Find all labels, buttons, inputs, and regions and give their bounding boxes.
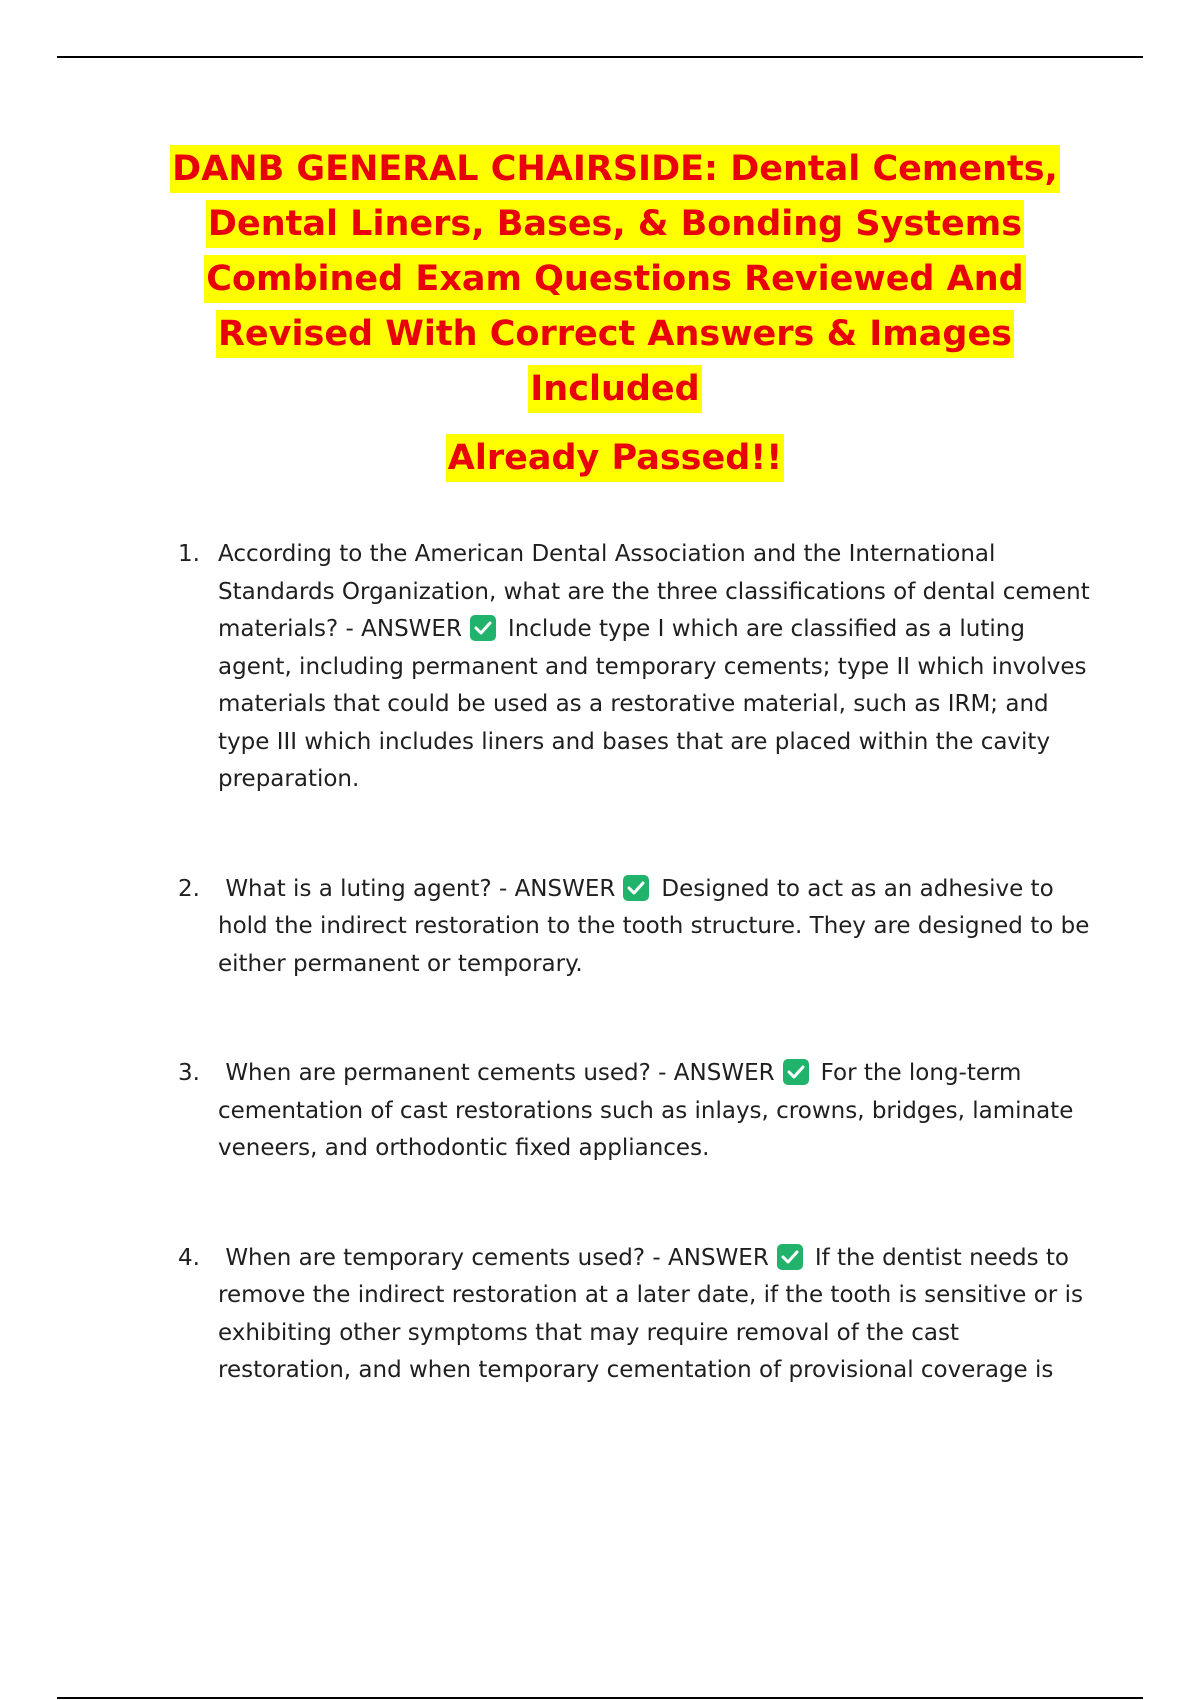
answer-label: ANSWER [361,616,462,642]
question-number: 2. [178,875,200,902]
check-mark-icon [783,1059,809,1085]
question-text: What is a luting agent? - [218,875,508,902]
question-text: When are permanent cements used? - [218,1060,667,1086]
question-number: 4. [178,1244,200,1271]
list-item [178,536,1098,799]
footer-rule [57,1697,1143,1699]
answer-label: ANSWER [668,1244,769,1271]
answer-text: If the dentist needs to remove the indirect restoration at a later date, if the tooth is sensitive or is exhibiting other symptoms that may require removal of the cast restoration, and when temporary cementation of provisional coverage is [218,1244,1091,1383]
title-line-5: Included [528,365,701,413]
title-line-2: Dental Liners, Bases, & Bonding Systems [206,200,1024,248]
check-mark-icon [470,615,496,641]
question-text: According to the American Dental Association and the International Standards Organization, what are the three classifications of dental cement materials? - [218,541,1098,642]
title-line-4: Revised With Correct Answers & Images [216,310,1014,358]
answer-label: ANSWER [673,1060,775,1086]
header-rule [57,56,1143,58]
list-item [178,1055,1098,1168]
answer-label: ANSWER [514,875,616,902]
answer-text: For the long-term cementation of cast restorations such as inlays, crowns, bridges, laminate veneers, and orthodontic fixed appliances. [218,1060,1081,1161]
subtitle: Already Passed!! [446,434,784,482]
check-mark-icon [777,1244,803,1270]
title-line-1: DANB GENERAL CHAIRSIDE: Dental Cements, [170,145,1060,193]
list-item [178,1240,1098,1390]
question-number: 1. [178,541,200,567]
question-number: 3. [178,1060,200,1086]
question-text: When are temporary cements used? - [218,1244,661,1271]
list-item [178,871,1098,984]
title-line-3: Combined Exam Questions Reviewed And [204,255,1025,303]
question-list [178,536,1098,1390]
answer-text: Designed to act as an adhesive to hold the indirect restoration to the tooth structure. They are designed to be either permanent or temporary. [218,875,1097,977]
answer-text: Include type I which are classified as a luting agent, including permanent and temporary cements; type II which involves materials that could be used as a restorative material, such as IRM; and type III which includes liners and bases that are placed within the cavity preparation. [218,616,1094,792]
document-title [140,145,1090,489]
check-mark-icon [623,875,649,901]
